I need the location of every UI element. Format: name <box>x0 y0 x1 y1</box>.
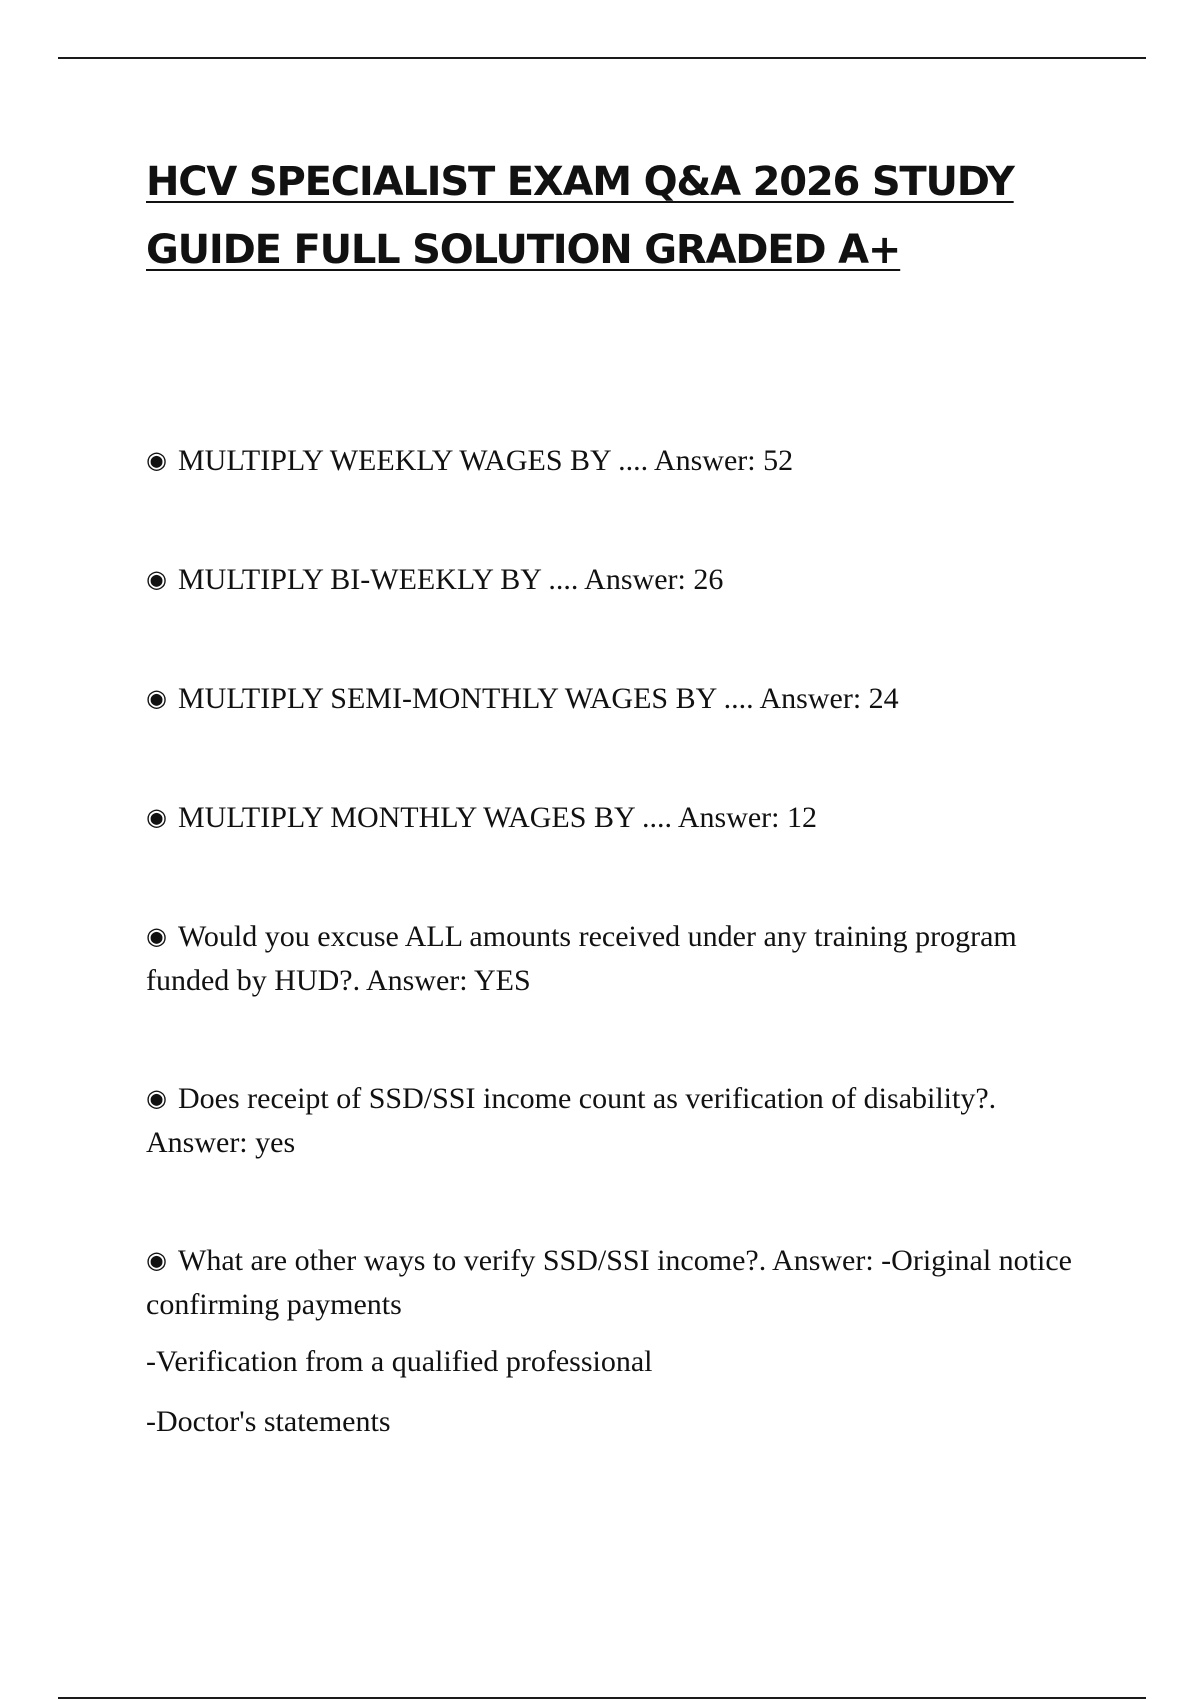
title-line-2: GUIDE FULL SOLUTION GRADED A+ <box>146 227 901 273</box>
answer-continuation-line-1: -Verification from a qualified professional <box>146 1345 653 1378</box>
qa-text: Would you excuse ALL amounts received under any training program funded by HUD?. Answer: YES <box>146 920 1017 997</box>
top-rule <box>58 57 1146 59</box>
radio-bullet-icon: ◉ <box>146 803 167 831</box>
qa-text: What are other ways to verify SSD/SSI income?. Answer: -Original notice confirming payments <box>146 1244 1072 1321</box>
title-line-1: HCV SPECIALIST EXAM Q&A 2026 STUDY <box>146 159 1014 205</box>
qa-item-disability-verification <box>146 1076 1096 1165</box>
qa-text: MULTIPLY BI-WEEKLY BY .... Answer: 26 <box>178 563 724 596</box>
answer-continuation-line-2: -Doctor's statements <box>146 1405 391 1438</box>
radio-bullet-icon: ◉ <box>146 1246 167 1274</box>
qa-item-monthly <box>146 795 1096 840</box>
qa-text: MULTIPLY WEEKLY WAGES BY .... Answer: 52 <box>178 444 794 477</box>
qa-item-hud-training <box>146 914 1096 1003</box>
qa-text: MULTIPLY MONTHLY WAGES BY .... Answer: 12 <box>178 801 817 834</box>
qa-item-other-verification <box>146 1238 1096 1327</box>
radio-bullet-icon: ◉ <box>146 565 167 593</box>
qa-item-biweekly <box>146 557 1096 602</box>
qa-text: MULTIPLY SEMI-MONTHLY WAGES BY .... Answer: 24 <box>178 682 899 715</box>
qa-item-semimonthly <box>146 676 1096 721</box>
document-title <box>146 148 1106 284</box>
qa-item-weekly <box>146 438 1096 483</box>
radio-bullet-icon: ◉ <box>146 446 167 474</box>
radio-bullet-icon: ◉ <box>146 922 167 950</box>
bottom-rule <box>58 1697 1146 1699</box>
radio-bullet-icon: ◉ <box>146 684 167 712</box>
radio-bullet-icon: ◉ <box>146 1084 167 1112</box>
qa-text: Does receipt of SSD/SSI income count as verification of disability?. Answer: yes <box>146 1082 997 1159</box>
